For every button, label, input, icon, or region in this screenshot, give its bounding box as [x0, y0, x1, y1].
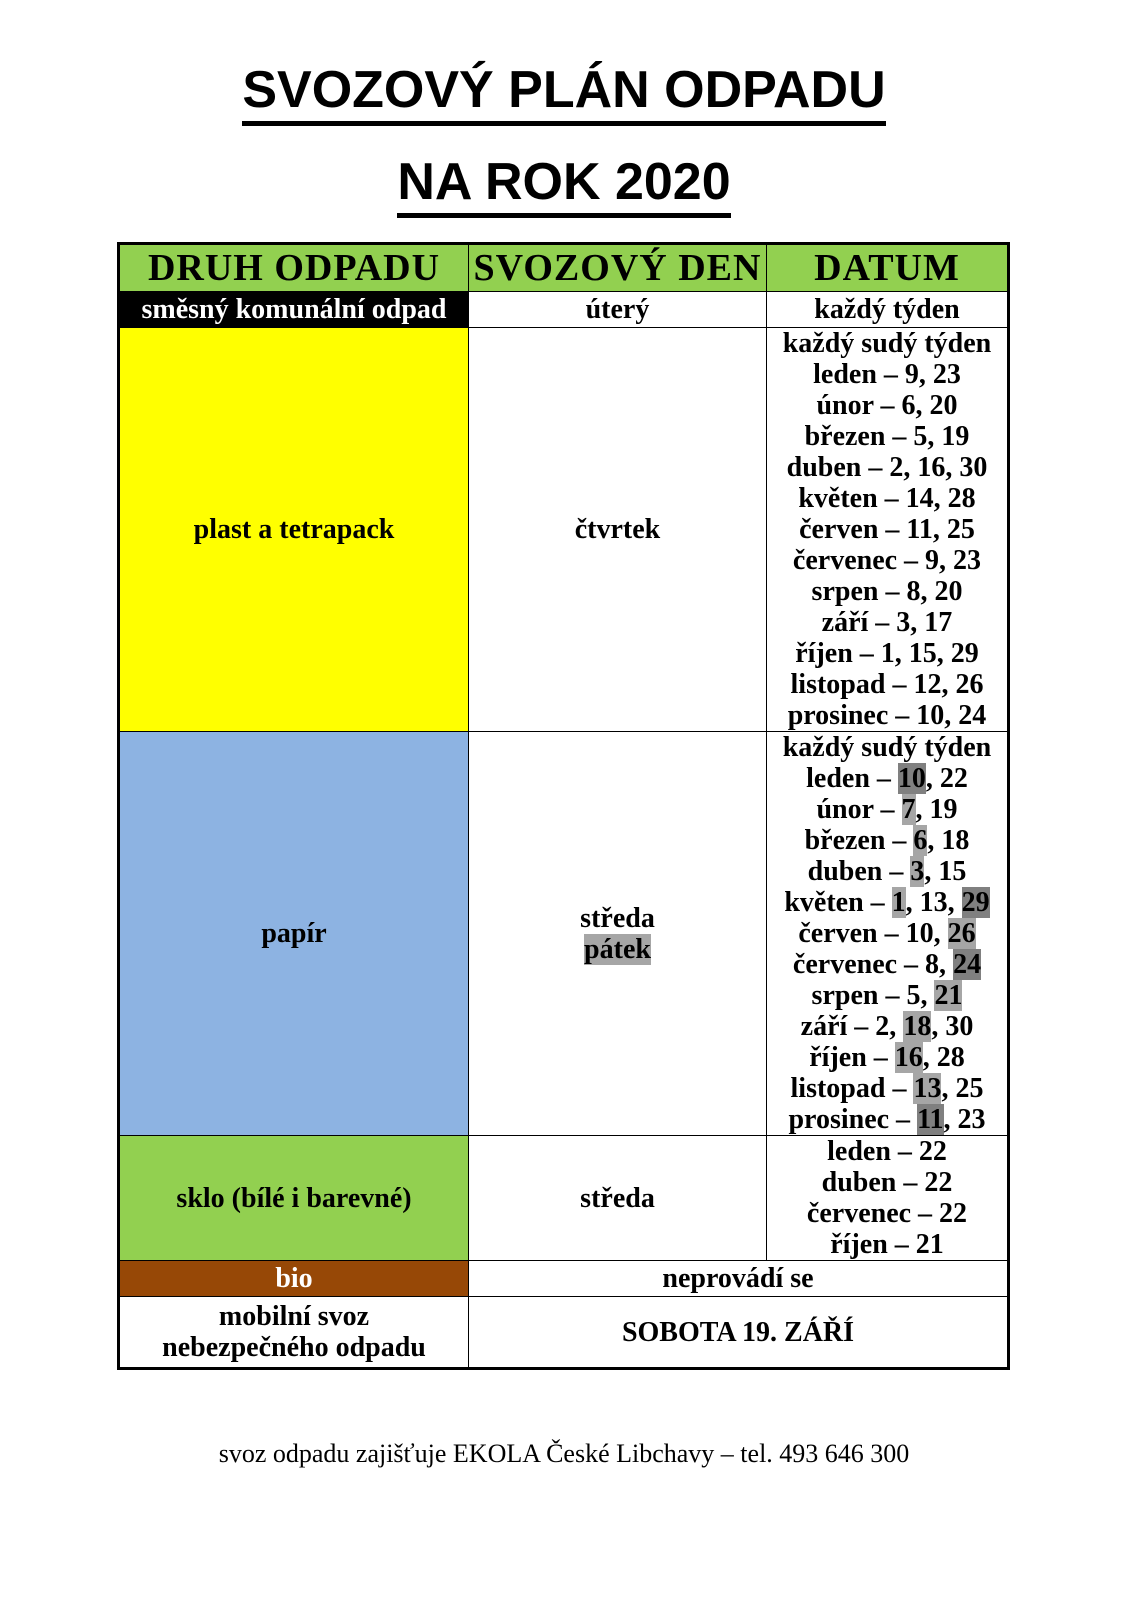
paper-date-highlight: 16 [894, 1042, 923, 1073]
title-line-2 [0, 152, 1128, 212]
glass-date-line: duben – 22 [821, 1167, 953, 1198]
paper-date-text: , 15 [924, 856, 967, 887]
bio-type: bio [119, 1261, 469, 1297]
paper-date-text: říjen – [809, 1042, 895, 1073]
row-plastic [119, 328, 1009, 732]
paper-date-line [767, 949, 1007, 980]
paper-date-line [767, 1073, 1007, 1104]
plastic-date-line: červen – 11, 25 [799, 514, 975, 545]
hazardous-type-line-1: mobilní svoz [218, 1301, 370, 1332]
paper-date-highlight: 6 [913, 825, 928, 856]
paper-date-text: březen – [804, 825, 914, 856]
paper-date-highlight: 7 [901, 794, 916, 825]
plastic-date-line: únor – 6, 20 [816, 390, 958, 421]
paper-date-text: , 18 [927, 825, 970, 856]
paper-date-line [767, 887, 1007, 918]
plastic-date-line: listopad – 12, 26 [790, 669, 984, 700]
glass-day: středa [469, 1136, 767, 1261]
plastic-date-line: každý sudý týden [782, 328, 992, 359]
paper-date-line [767, 1042, 1007, 1073]
paper-date-text: květen – [784, 887, 892, 918]
paper-date-text: , 25 [941, 1073, 984, 1104]
hazardous-type-line-2: nebezpečného odpadu [162, 1332, 426, 1363]
mixed-waste-day: úterý [469, 292, 767, 328]
glass-date-line: leden – 22 [827, 1136, 947, 1167]
paper-date-highlight: 11 [917, 1104, 944, 1135]
plastic-date-line: prosinec – 10, 24 [787, 700, 987, 731]
paper-date-highlight: 13 [913, 1073, 942, 1104]
title-text-2: NA ROK 2020 [397, 153, 730, 218]
glass-date-line: říjen – 21 [830, 1229, 944, 1260]
paper-date-line [767, 825, 1007, 856]
row-hazardous [119, 1297, 1009, 1369]
paper-date-text: červen – 10, [798, 918, 948, 949]
paper-day-friday: pátek [584, 933, 651, 965]
plastic-date-line: červenec – 9, 23 [792, 545, 982, 576]
title-line-1 [0, 60, 1128, 120]
paper-date-line [767, 763, 1007, 794]
paper-date-highlight: 29 [961, 887, 990, 918]
plastic-type: plast a tetrapack [119, 328, 469, 732]
paper-date-text: září – 2, [800, 1011, 904, 1042]
collection-schedule-table [117, 242, 1010, 1370]
mixed-waste-type: směsný komunální odpad [119, 292, 469, 328]
paper-date-line [767, 856, 1007, 887]
paper-date-line [767, 918, 1007, 949]
glass-date-line: červenec – 22 [806, 1198, 968, 1229]
paper-date-line [767, 794, 1007, 825]
header-waste-type: DRUH ODPADU [119, 244, 469, 292]
plastic-dates [767, 328, 1009, 732]
plastic-date-line: květen – 14, 28 [798, 483, 976, 514]
header-collection-day: SVOZOVÝ DEN [469, 244, 767, 292]
paper-date-text: , 30 [931, 1011, 974, 1042]
paper-date-highlight: 21 [934, 980, 963, 1011]
paper-date-text: srpen – 5, [811, 980, 935, 1011]
paper-type: papír [119, 732, 469, 1136]
title-text-1: SVOZOVÝ PLÁN ODPADU [242, 61, 885, 126]
paper-dates-header: každý sudý týden [782, 732, 992, 763]
paper-date-highlight: 18 [903, 1011, 932, 1042]
plastic-date-line: září – 3, 17 [821, 607, 953, 638]
paper-date-line [767, 980, 1007, 1011]
paper-date-highlight: 1 [891, 887, 906, 918]
paper-date-highlight: 26 [947, 918, 976, 949]
paper-date-highlight: 3 [910, 856, 925, 887]
hazardous-date: SOBOTA 19. ZÁŘÍ [469, 1297, 1009, 1369]
paper-days [469, 732, 767, 1136]
footer-contact: svoz odpadu zajišťuje EKOLA České Libchavy – tel. 493 646 300 [218, 1439, 910, 1468]
mixed-waste-date: každý týden [767, 292, 1009, 328]
paper-date-text: , 23 [943, 1104, 986, 1135]
glass-dates [767, 1136, 1009, 1261]
paper-day-wednesday: středa [580, 902, 655, 934]
header-date: DATUM [767, 244, 1009, 292]
row-mixed-waste [119, 292, 1009, 328]
row-bio [119, 1261, 1009, 1297]
plastic-date-line: leden – 9, 23 [813, 359, 961, 390]
hazardous-type [119, 1297, 469, 1369]
paper-date-text: , 13, [905, 887, 962, 918]
paper-date-text: červenec – 8, [792, 949, 954, 980]
paper-dates [767, 732, 1009, 1136]
header-row [119, 244, 1009, 292]
paper-date-text: listopad – [790, 1073, 914, 1104]
paper-date-highlight: 10 [897, 763, 926, 794]
glass-type: sklo (bílé i barevné) [119, 1136, 469, 1261]
bio-note: neprovádí se [469, 1261, 1009, 1297]
paper-date-text: , 22 [925, 763, 968, 794]
paper-date-line [767, 1104, 1007, 1135]
paper-date-highlight: 24 [953, 949, 982, 980]
plastic-date-line: srpen – 8, 20 [811, 576, 963, 607]
row-paper [119, 732, 1009, 1136]
paper-date-line [767, 1011, 1007, 1042]
paper-date-text: leden – [806, 763, 898, 794]
plastic-date-line: duben – 2, 16, 30 [786, 452, 988, 483]
paper-date-text: , 28 [922, 1042, 965, 1073]
paper-date-text: , 19 [915, 794, 958, 825]
row-glass [119, 1136, 1009, 1261]
plastic-date-line: březen – 5, 19 [804, 421, 970, 452]
plastic-date-line: říjen – 1, 15, 29 [795, 638, 979, 669]
paper-date-text: prosinec – [788, 1104, 918, 1135]
paper-date-text: duben – [807, 856, 911, 887]
plastic-day: čtvrtek [469, 328, 767, 732]
paper-date-text: únor – [816, 794, 902, 825]
